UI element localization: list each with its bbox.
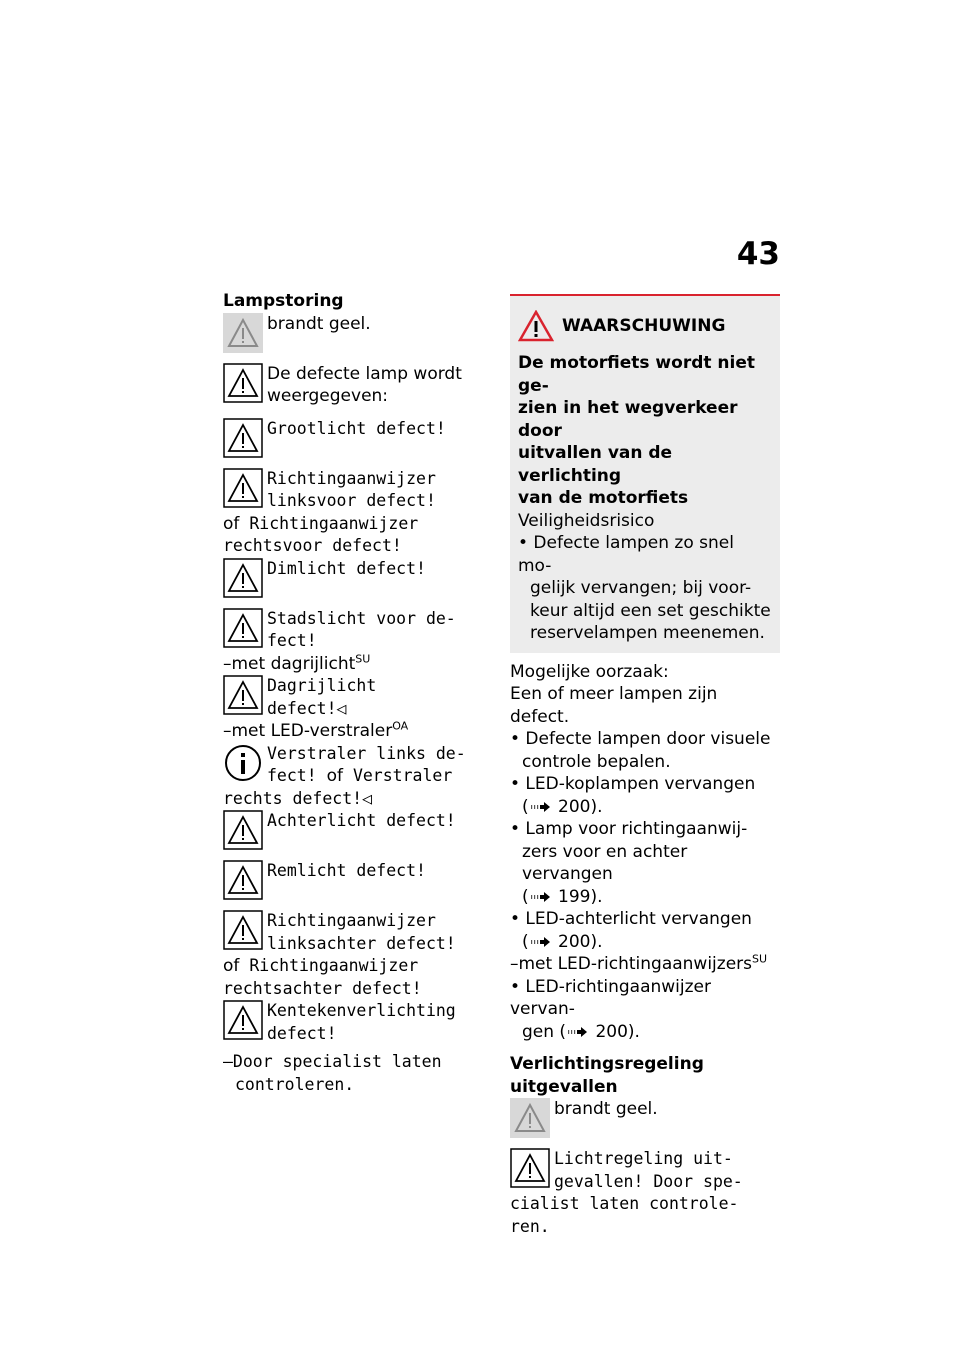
entry-text: Lichtregeling uit- [554,1149,733,1168]
entry-continuation: cialist laten controle- [510,1194,739,1213]
entry-text: gevallen! Door spe- [554,1171,743,1191]
entry-dimlicht [223,558,493,598]
entry-text: brandt geel. [267,313,371,334]
entry-text: Remlicht defect! [267,861,426,880]
entry-continuation: of Richtingaanwijzer [223,513,419,534]
dash-item-verstraler: –met LED-verstraler$^{OA}$ [223,719,409,741]
entry-richting-voor [223,468,493,513]
reference-arrow-icon [529,887,553,899]
warning-triangle-icon [223,910,263,950]
warning-triangle-icon [223,363,263,403]
entry-text: linksachter defect! [267,933,456,953]
entry-text: Stadslicht voor de- [267,608,456,628]
warning-header [518,310,772,342]
warning-triangle-icon [518,310,554,342]
warning-triangle-icon [223,810,263,850]
entry-continuation: of Richtingaanwijzer [223,956,419,976]
entry-achterlicht [223,810,493,850]
entry-text: brandt geel. [554,1099,658,1119]
entry-kenteken [223,1000,493,1045]
entry-remlicht [223,860,493,900]
dash-item-led-richting: –met LED-richtingaanwijzers$^{SU}$ [510,952,768,974]
warning-bold-text: De motorfiets wordt niet ge- zien in het wegverkeer door uitvallen van de verlichting van de motorfiets [518,353,756,508]
entry-richting-achter [223,910,493,955]
section-heading-2: Verlichtingsregeling uitgevallen [510,1054,704,1097]
entry-defect-shown [223,363,493,408]
entry-text: Verstraler links de- [267,743,466,763]
warning-triangle-icon [223,418,263,458]
bullet-led-richting-vervangen: • LED-richtingaanwijzer vervan- gen ( 200). [510,976,711,1042]
section-heading: Lampstoring [223,291,344,311]
info-icon [223,743,263,783]
entry-continuation: rechtsvoor defect! [223,536,402,555]
entry-text: De defecte lamp wordt weergegeven: [267,363,462,406]
entry-continuation: rechts defect!◁ [223,788,373,808]
dash-item-specialist-cont: controleren. [235,1074,355,1094]
entry-text: defect!◁ [267,698,347,718]
entry-continuation: ren. [510,1216,550,1236]
reference-arrow-icon [529,932,553,944]
entry-text: Dagrijlicht [267,676,377,695]
cause-label: Mogelijke oorzaak: [510,661,669,682]
entry-text: Richtingaanwijzer [267,911,436,930]
entry-yellow [223,313,493,353]
entry-grootlicht [223,418,493,458]
reference-arrow-icon [529,797,553,809]
dash-item-dagrijlicht: –met dagrijlicht$^{SU}$ [223,651,371,674]
entry-yellow-2 [510,1098,780,1138]
entry-verstraler [223,743,493,788]
entry-text: Achterlicht defect! [267,811,456,830]
entry-text: Kentekenverlichting [267,1001,456,1020]
entry-stadslicht [223,608,493,653]
entry-text: Dimlicht defect! [267,558,426,578]
right-column [510,294,780,1238]
warning-box [510,294,780,653]
bullet-led-achterlicht: • LED-achterlicht vervangen ( 200). [510,909,752,952]
entry-continuation: rechtsachter defect! [223,978,422,998]
warning-triangle-icon [223,313,263,353]
warning-title: WAARSCHUWING [562,315,726,336]
reference-arrow-icon [566,1022,590,1034]
entry-lichtregeling [510,1148,780,1193]
warning-triangle-icon [223,1000,263,1040]
entry-text: Richtingaanwijzer [267,468,436,488]
entry-dagrijlicht [223,675,493,720]
bullet-richting-vervangen: • Lamp voor richtingaanwij- zers voor en achter vervangen ( 199). [510,819,748,907]
entry-text: defect! [267,1023,337,1043]
dash-item-specialist: –Door specialist laten [223,1052,442,1071]
entry-text: Grootlicht defect! [267,418,446,438]
warning-triangle-icon [223,675,263,715]
left-column [223,290,493,1096]
entry-text: fect! of Verstraler [267,766,453,786]
warning-triangle-icon [510,1148,550,1188]
entry-text: linksvoor defect! [267,491,436,510]
warning-bullet: • Defecte lampen zo snel mo- gelijk vervangen; bij voor- keur altijd een set geschikte reservelampen meenemen. [518,533,771,643]
warning-triangle-icon [510,1098,550,1138]
warning-triangle-icon [223,468,263,508]
warning-triangle-icon [223,608,263,648]
warning-triangle-icon [223,860,263,900]
bullet-visual-check: • Defecte lampen door visuele controle bepalen. [510,729,771,772]
bullet-led-koplampen: • LED-koplampen vervangen ( 200). [510,774,756,817]
page-number: 43 [736,236,780,272]
entry-text: fect! [267,631,317,650]
warning-triangle-icon [223,558,263,598]
cause-text: Een of meer lampen zijn defect. [510,684,718,727]
warning-sub: Veiligheidsrisico [518,510,655,531]
